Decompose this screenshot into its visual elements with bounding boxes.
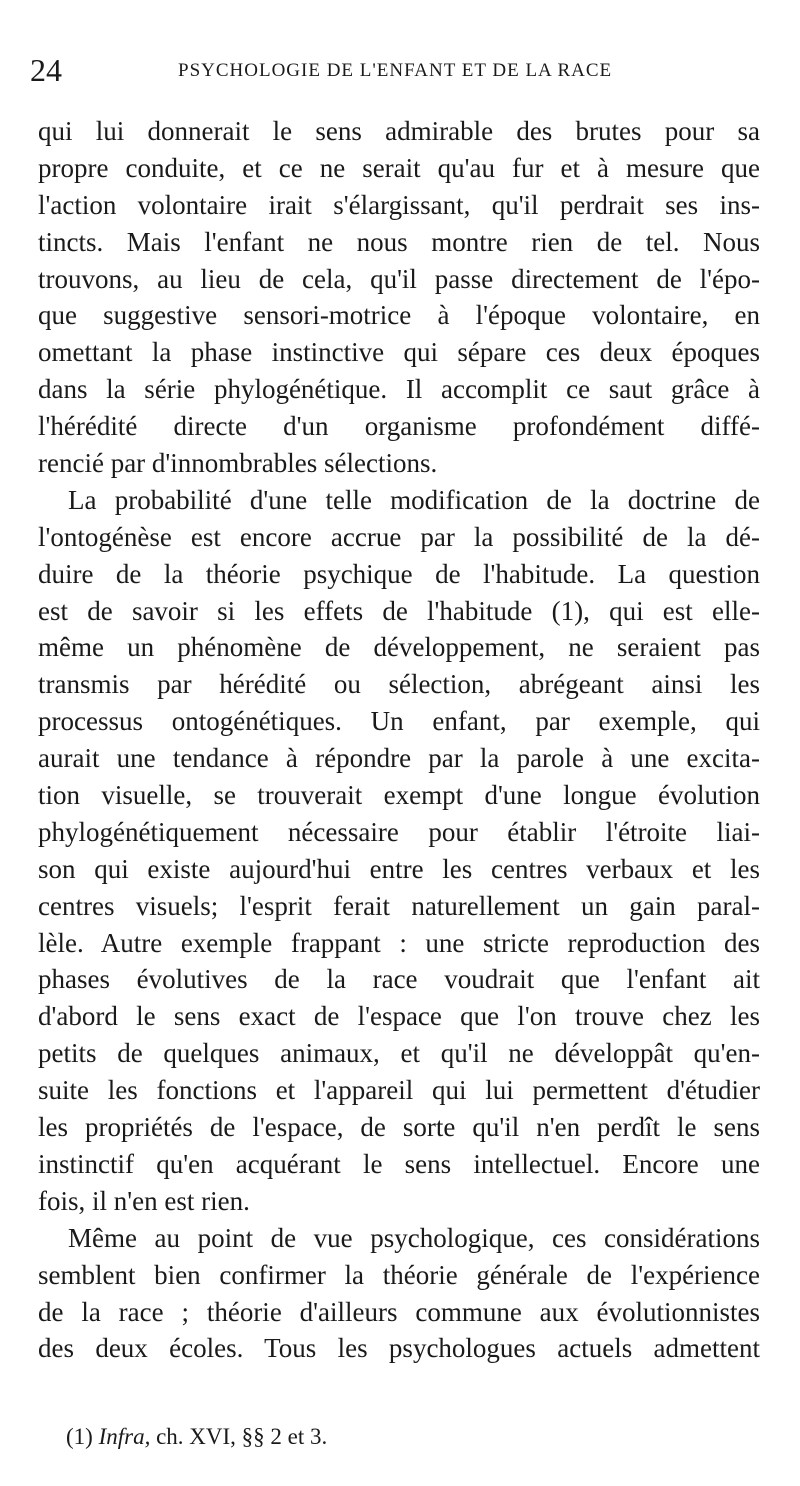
page-number: 24 [30,52,62,88]
text-line: qui lui donnerait le sens admirable des brutes pour sa [38,116,760,146]
text-line: les propriétés de l'espace, de sorte qu'il n'en perdît le sens [38,1112,760,1143]
text-line: aurait une tendance à répondre par la parole à une excita- [38,743,760,774]
body-text [38,113,760,1367]
text-line: dans la série phylogénétique. Il accomplit ce saut grâce à [38,374,760,405]
text-line: centres visuels; l'esprit ferait naturellement un gain paral- [38,890,760,921]
text-line: des deux écoles. Tous les psychologues actuels admettent [38,1333,760,1364]
text-line: instinctif qu'en acquérant le sens intellectuel. Encore une [38,1148,760,1179]
text-line: La probabilité d'une telle modification de la doctrine de [68,484,760,515]
text-line: processus ontogénétiques. Un enfant, par exemple, qui [38,706,760,737]
text-line: d'abord le sens exact de l'espace que l'on trouve chez les [38,1001,760,1032]
text-line: son qui existe aujourd'hui entre les centres verbaux et les [38,853,760,884]
text-line: l'hérédité directe d'un organisme profondément diffé- [38,411,760,442]
text-line: fois, il n'en est rien. [38,1185,250,1216]
text-line: que suggestive sensori-motrice à l'époque volontaire, en [38,300,760,331]
text-line: l'ontogénèse est encore accrue par la possibilité de la dé- [38,521,760,552]
text-line: omettant la phase instinctive qui sépare ces deux époques [38,337,760,368]
text-line: semblent bien confirmer la théorie générale de l'expérience [38,1259,760,1290]
text-line: phases évolutives de la race voudrait que l'enfant ait [38,964,760,995]
text-line: petits de quelques animaux, et qu'il ne développât qu'en- [38,1038,760,1069]
text-line: de la race ; théorie d'ailleurs commune aux évolutionnistes [38,1296,760,1327]
paragraph [38,482,760,1220]
paragraph [38,113,760,482]
text-line: Même au point de vue psychologique, ces considérations [68,1222,760,1253]
paragraph [38,1220,760,1368]
footnote-marker: (1) [66,1424,93,1449]
footnote-text: ch. XVI, §§ 2 et 3. [156,1424,328,1449]
text-line: transmis par hérédité ou sélection, abrégeant ainsi les [38,669,760,700]
page-header [30,50,770,90]
text-line: tincts. Mais l'enfant ne nous montre rien de tel. Nous [38,226,760,257]
text-line: rencié par d'innombrables sélections. [38,448,438,479]
text-line: l'action volontaire irait s'élargissant, qu'il perdrait ses ins- [38,189,760,220]
running-head: PSYCHOLOGIE DE L'ENFANT ET DE LA RACE [178,60,613,81]
text-line: est de savoir si les effets de l'habitude (1), qui est elle- [38,595,760,626]
text-line: même un phénomène de développement, ne seraient pas [38,632,760,663]
footnote [66,1421,327,1453]
text-line: duire de la théorie psychique de l'habitude. La question [38,558,760,589]
footnote-reference: Infra, [98,1424,151,1449]
text-line: suite les fonctions et l'appareil qui lui permettent d'étudier [38,1075,760,1106]
text-line: phylogénétiquement nécessaire pour établir l'étroite liai- [38,816,760,847]
text-line: lèle. Autre exemple frappant : une stricte reproduction des [38,927,760,958]
text-line: tion visuelle, se trouverait exempt d'une longue évolution [38,780,760,811]
text-line: trouvons, au lieu de cela, qu'il passe directement de l'épo- [38,263,760,294]
text-line: propre conduite, et ce ne serait qu'au fur et à mesure que [38,152,760,183]
